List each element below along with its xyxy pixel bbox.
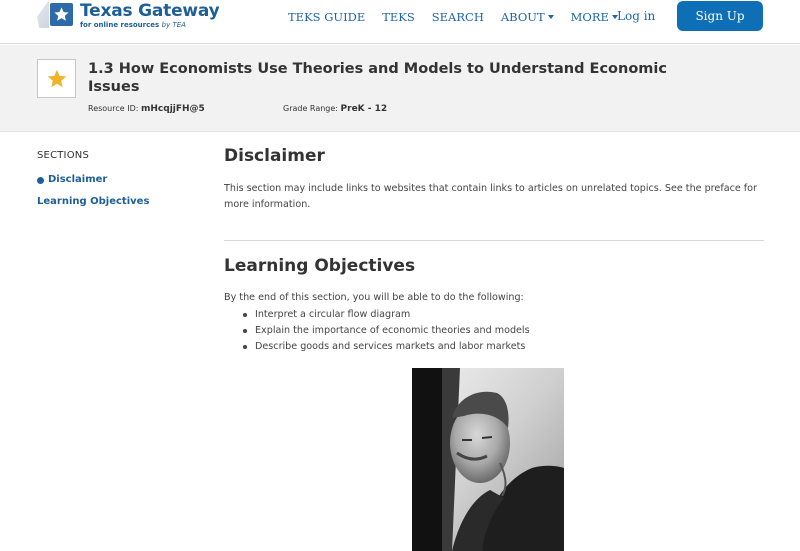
portrait-photo xyxy=(412,368,564,551)
nav-more[interactable] xyxy=(571,10,618,24)
disclaimer-text: This section may include links to websites that contain links to articles on unrelated topics. See the preface for more information. xyxy=(224,183,757,210)
list-item: Interpret a circular flow diagram xyxy=(224,307,764,323)
resource-title: 1.3 How Economists Use Theories and Models to Understand Economic Issues xyxy=(88,61,667,95)
learning-objectives-section xyxy=(224,256,764,355)
texas-gateway-logo[interactable] xyxy=(37,0,227,40)
login-link[interactable]: Log in xyxy=(617,9,656,23)
sections-heading: SECTIONS xyxy=(37,150,90,161)
objectives-list xyxy=(224,307,764,355)
sidebar-item-label: Disclaimer xyxy=(48,174,108,185)
signup-button[interactable]: Sign Up xyxy=(677,1,763,31)
star-icon xyxy=(46,68,68,90)
resource-id xyxy=(88,104,205,114)
nav-teks-guide[interactable]: TEKS GUIDE xyxy=(288,10,366,24)
objectives-heading: Learning Objectives xyxy=(224,256,416,276)
sidebar-item-disclaimer[interactable] xyxy=(37,174,197,185)
logo-subtitle xyxy=(80,21,186,29)
main-nav xyxy=(288,10,635,24)
resource-id-value: mHcqjjFH@5 xyxy=(141,104,205,114)
nav-teks[interactable]: TEKS xyxy=(382,10,415,24)
nav-search[interactable]: SEARCH xyxy=(431,10,484,24)
grade-range-label: Grade Range: xyxy=(283,104,338,113)
caret-down-icon xyxy=(548,15,554,19)
nav-about[interactable] xyxy=(501,10,554,24)
main-content xyxy=(224,146,764,213)
disclaimer-heading: Disclaimer xyxy=(224,146,325,166)
logo-subtitle-text: for online resources xyxy=(80,21,160,29)
sections-sidebar xyxy=(37,150,197,207)
site-header xyxy=(0,0,800,44)
grade-range-value: PreK - 12 xyxy=(340,104,388,114)
resource-id-label: Resource ID: xyxy=(88,104,139,113)
bullet-dot-icon xyxy=(37,177,44,184)
logo-subtitle-by: by TEA xyxy=(161,21,186,29)
list-item: Explain the importance of economic theories and models xyxy=(224,323,764,339)
resource-header xyxy=(0,45,800,132)
logo-star-icon xyxy=(50,3,73,26)
list-item: Describe goods and services markets and labor markets xyxy=(224,339,764,355)
logo-title: Texas Gateway xyxy=(80,1,220,21)
favorite-button[interactable] xyxy=(37,59,76,98)
section-divider xyxy=(224,240,764,241)
sidebar-item-learning-objectives[interactable] xyxy=(37,196,197,207)
grade-range xyxy=(283,104,387,114)
logo-decoration xyxy=(37,0,49,28)
objectives-intro: By the end of this section, you will be able to do the following: xyxy=(224,292,524,303)
nav-about-label: ABOUT xyxy=(500,10,545,24)
nav-more-label: MORE xyxy=(570,10,609,24)
sidebar-item-label: Learning Objectives xyxy=(37,196,150,207)
